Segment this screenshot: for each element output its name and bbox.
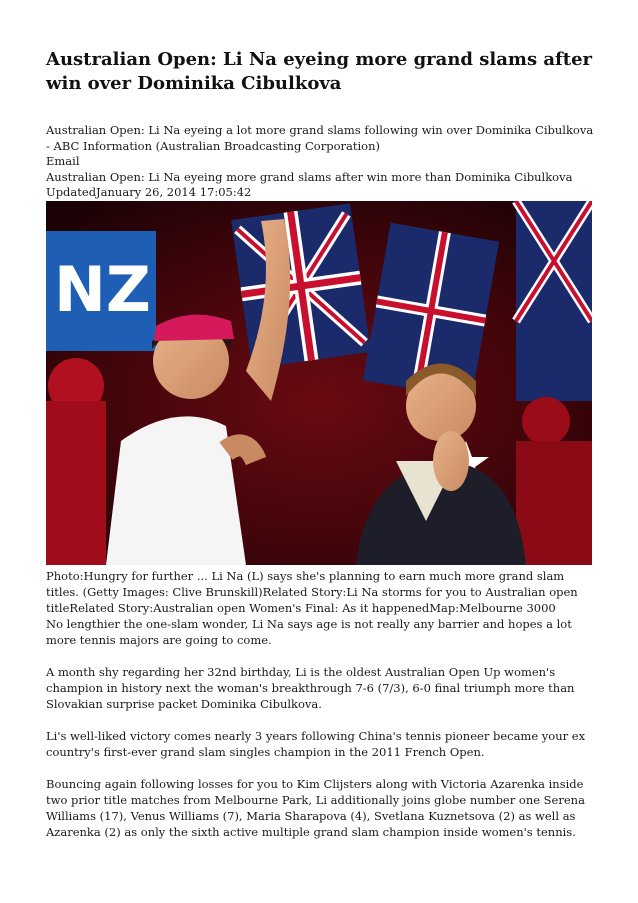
photo-illustration [46,201,592,565]
email-link[interactable]: Email [46,154,80,168]
article-paragraph: A month shy regarding her 32nd birthday, Li is the oldest Australian Open Up women's champion in history next the woman's breakthrough 7-6 (7/3), 6-0 final triumph more than Slovakian surprise packet Dominika Cibulkova. [46,664,575,711]
article-title: Australian Open: Li Na eyeing more grand slams after win over Dominika Cibulkova [46,49,593,94]
article-paragraph: No lengthier the one-slam wonder, Li Na says age is not really any barrier and hopes a lot more tennis majors are going to come. [46,616,572,647]
intro-source-line: Australian Open: Li Na eyeing a lot more grand slams following win over Dominika Cibulkova - ABC Information (Australian Broadcasting Corporation) [46,123,594,153]
updated-timestamp: UpdatedJanuary 26, 2014 17:05:42 [46,185,252,199]
photo-caption: Photo:Hungry for further ... Li Na (L) says she's planning to earn much more grand slam titles. (Getty Images: Clive Brunskill)Related Story:Li Na storms for you to Australian open titleRelated Story:Australian open Women's Final: As it happenedMap:Melbourne 3000 [46,568,578,615]
sponsor-banner-text: NZ [54,252,151,326]
australian-flag-icon [231,203,371,368]
article-paragraph: Li's well-liked victory comes nearly 3 years following China's tennis pioneer became your ex country's first-ever grand slam singles champion in the 2011 French Open. [46,728,586,759]
intro-headline: Australian Open: Li Na eyeing more grand slams after win more than Dominika Cibulkova [46,169,573,184]
article [46,48,594,840]
article-photo [46,201,592,565]
article-paragraph: Bouncing again following losses for you to Kim Clijsters along with Victoria Azarenka inside two prior title matches from Melbourne Park, Li additionally joins globe number one Serena Williams (17), Venus Williams (7), Maria Sharapova (4), Svetlana Kuznetsova (2) as well as Azarenka (2) as only the sixth active multiple grand slam champion inside women's tennis. [46,776,585,839]
article-intro [46,123,594,201]
